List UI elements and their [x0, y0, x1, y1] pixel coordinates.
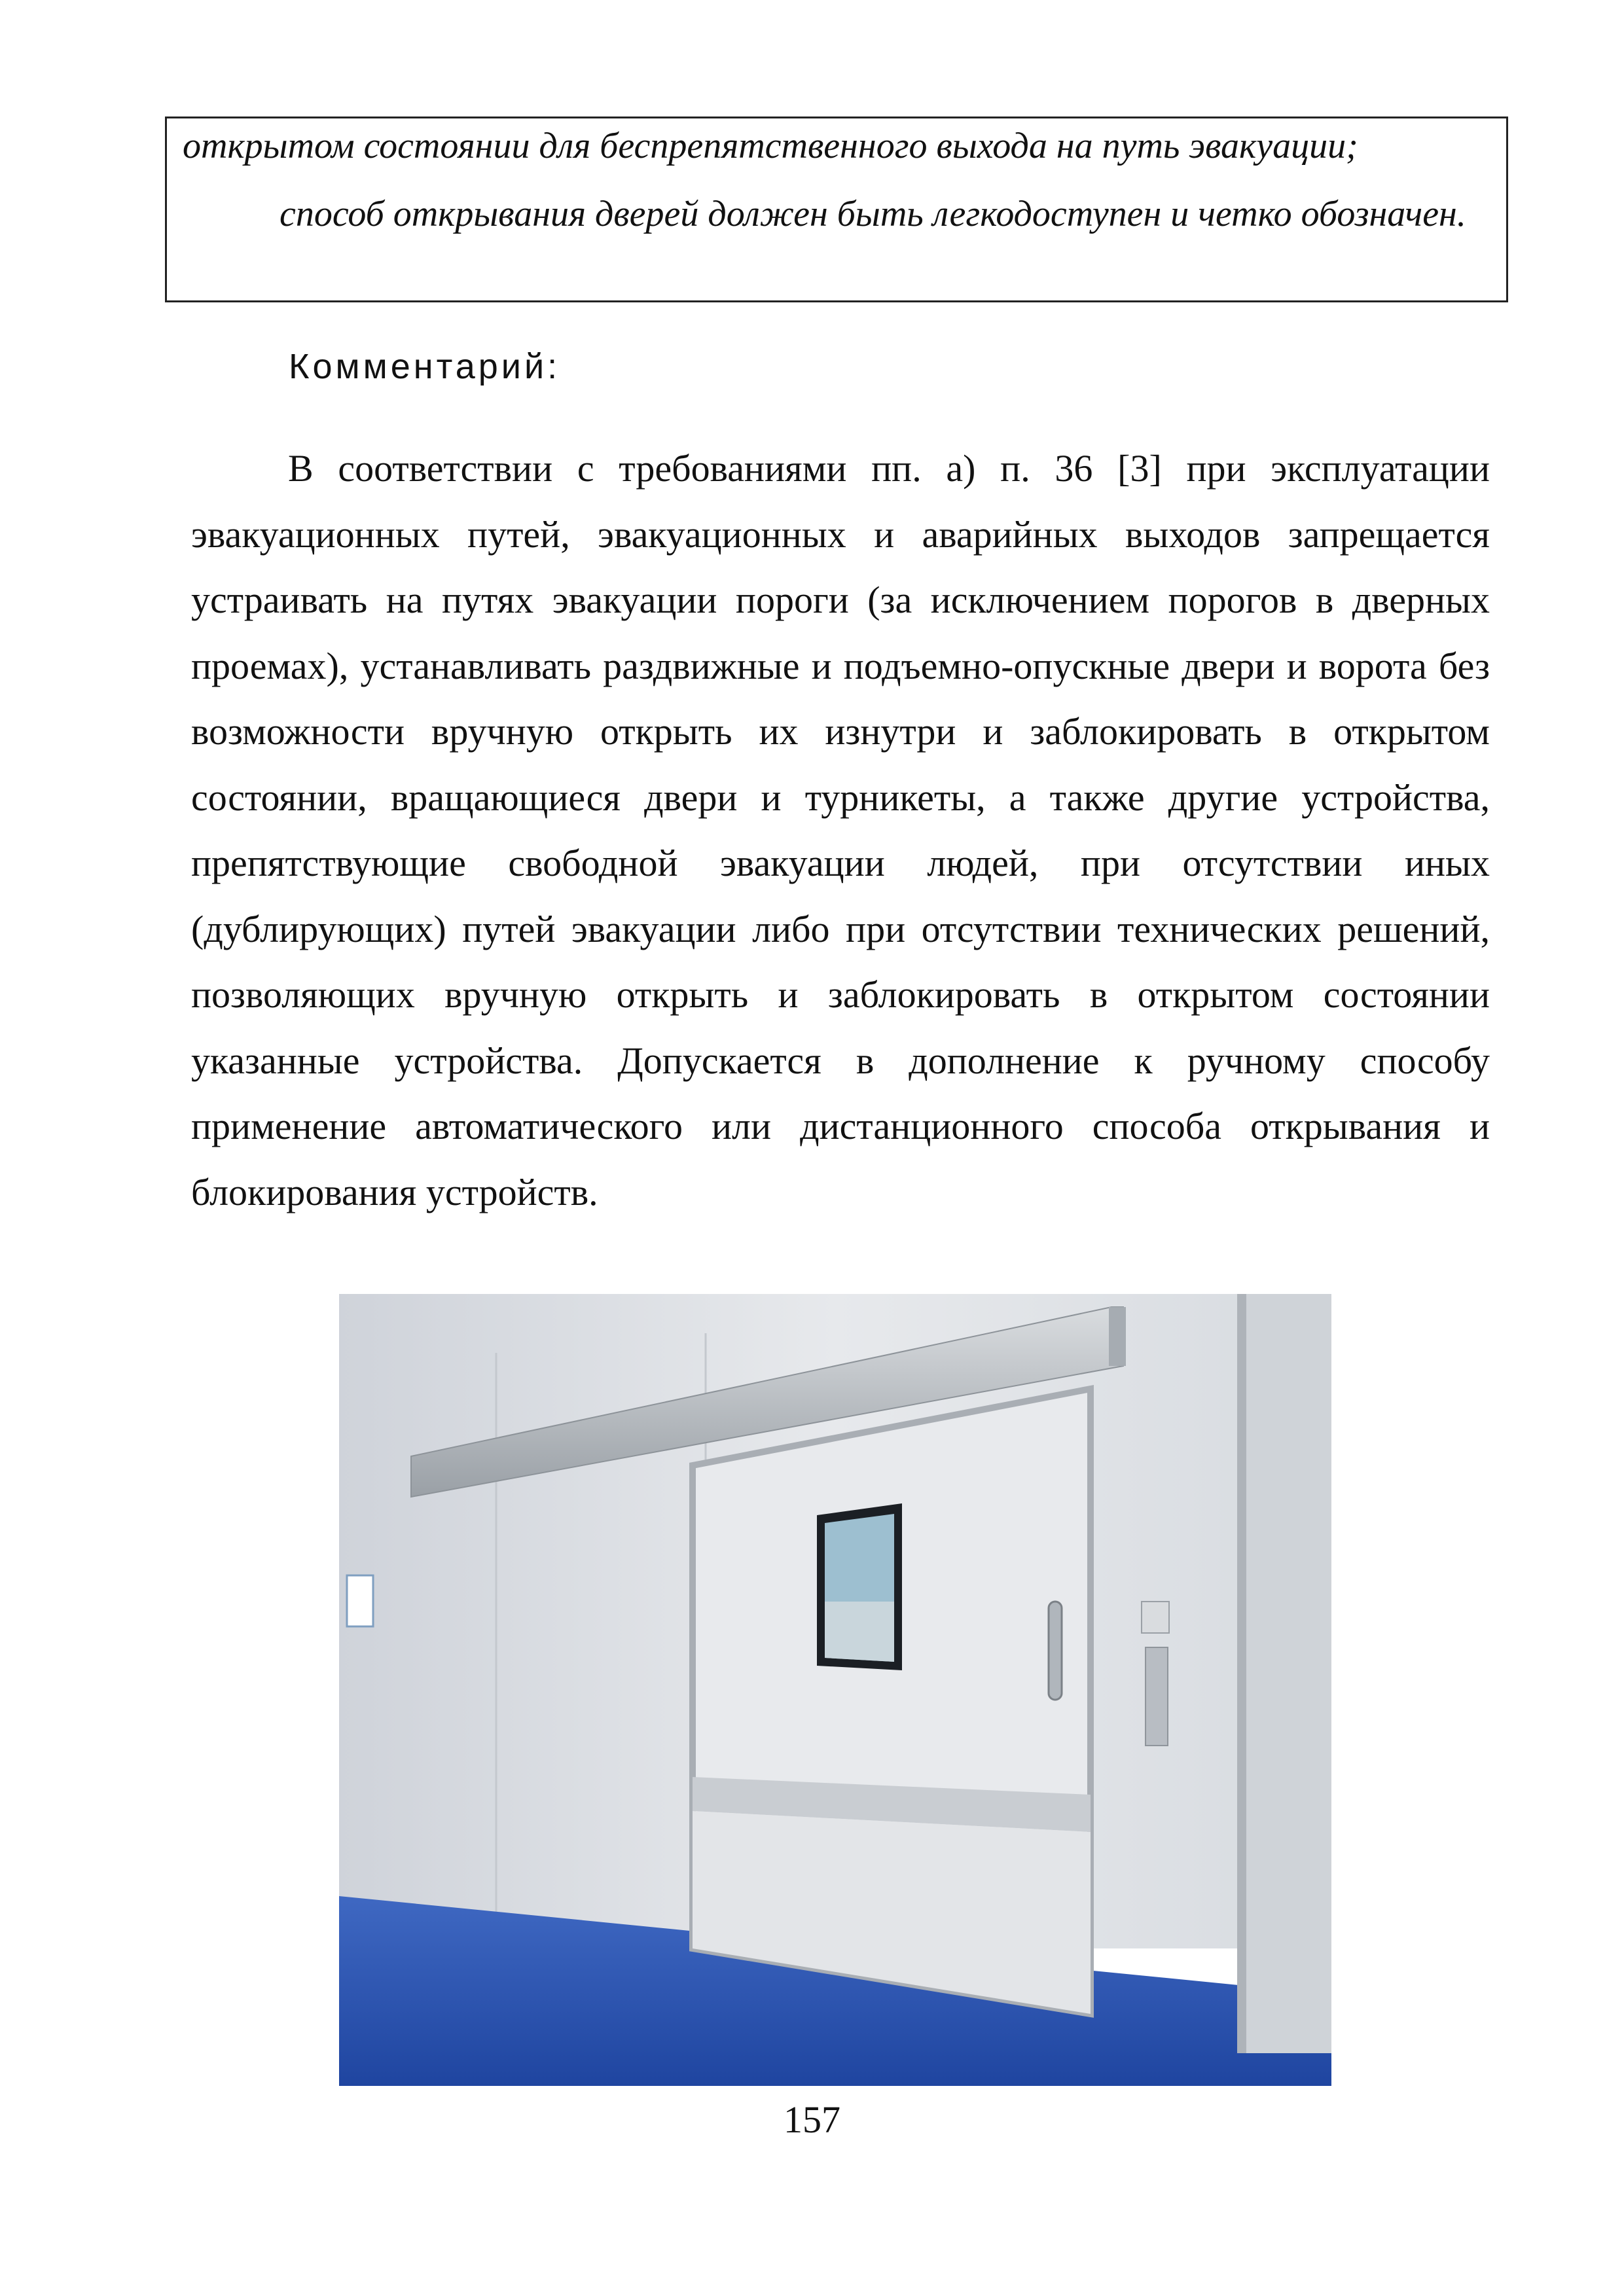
push-plate	[1146, 1647, 1168, 1746]
page-number: 157	[784, 2098, 840, 2141]
wall-sign	[347, 1575, 373, 1626]
boxed-quote-line2: способ открывания дверей должен быть легкодоступен и четко обозначен.	[280, 194, 1466, 234]
right-column	[1242, 1294, 1331, 2053]
body-paragraph: В соответствии с требованиями пп. а) п. 36 [3] при эксплуатации эвакуационных путей, эвакуационных и аварийных выходов запрещается устраивать на путях эвакуации пороги (за исключением порогов в дверных проемах), устанавливать раздвижные и подъемно-опускные двери и ворота без возможности вручную открыть их изнутри и заблокировать в открытом состоянии, вращающиеся двери и турникеты, а также другие устройства, препятствующие свободной эвакуации людей, при отсутствии иных (дублирующих) путей эвакуации либо при отсутствии технических решений, позволяющих вручную открыть и заблокировать в открытом состоянии указанные устройства. Допускается в дополнение к ручному способу применение автоматического или дистанционного способа открывания и блокирования устройств.	[191, 447, 1490, 1213]
boxed-quote	[165, 117, 1508, 302]
sliding-door-photo	[339, 1294, 1331, 2086]
keypad	[1142, 1602, 1169, 1633]
rail-end-cap	[1109, 1307, 1126, 1366]
comment-heading: Комментарий:	[289, 347, 561, 386]
boxed-quote-line1: открытом состоянии для беспрепятственного выхода на путь эвакуации;	[183, 126, 1358, 166]
door-handle	[1049, 1602, 1062, 1700]
